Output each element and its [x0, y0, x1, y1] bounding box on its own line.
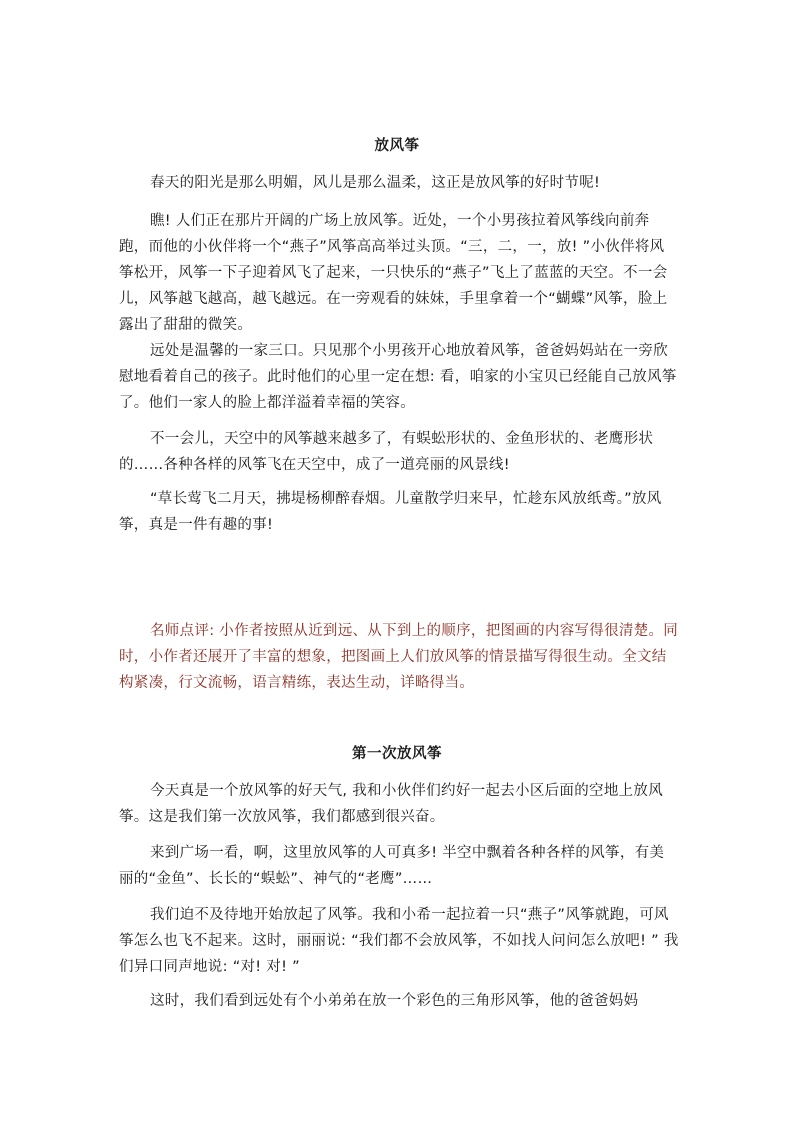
essay1-title: 放风筝 [374, 138, 420, 154]
essay1-paragraph-2: 瞧! 人们正在那片开阔的广场上放风筝。近处，一个小男孩拉着风筝线向前奔跑，而他的小伙伴将一个“燕子”风筝高高举过头顶。“三，二，一，放! ”小伙伴将风筝松开，风筝一下子迎着风飞了起来，一只快乐的“燕子”飞上了蓝蓝的天空。不一会儿，风筝越飞越高，越飞越远。在一旁观看的妹妹，手里拿着一个“蝴蝶”风筝，脸上露出了甜甜的微笑。 [119, 213, 668, 333]
essay2-paragraph-2: 来到广场一看，啊，这里放风筝的人可真多! 半空中飘着各种各样的风筝，有美丽的“金鱼”、长长的“蜈蚣”、神气的“老鹰”…… [119, 845, 665, 887]
essay1-paragraph-4: 不一会儿，天空中的风筝越来越多了，有蜈蚣形状的、金鱼形状的、老鹰形状的……各种各样的风筝飞在天空中，成了一道亮丽的风景线! [119, 431, 654, 473]
essay1-paragraph-3: 远处是温馨的一家三口。只见那个小男孩开心地放着风筝，爸爸妈妈站在一旁欣慰地看着自己的孩子。此时他们的心里一定在想: 看，咱家的小宝贝已经能自己放风筝了。他们一家人的脸上都洋溢着幸福的笑容。 [119, 343, 677, 411]
essay2-title: 第一次放风筝 [352, 746, 442, 762]
essay2-paragraph-1: 今天真是一个放风筝的好天气, 我和小伙伴们约好一起去小区后面的空地上放风筝。这是我们第一次放风筝，我们都感到很兴奋。 [119, 783, 664, 825]
essay1-paragraph-5: “草长莺飞二月天，拂堤杨柳醉春烟。儿童散学归来早，忙趁东风放纸鸢。”放风筝，真是一件有趣的事! [119, 491, 662, 533]
essay2-paragraph-3: 我们迫不及待地开始放起了风筝。我和小希一起拉着一只“燕子”风筝就跑，可风筝怎么也飞不起来。这时，丽丽说: “我们都不会放风筝，不如找人问问怎么放吧! ” 我们异口同声地说: “对! 对! ” [119, 907, 679, 975]
essay1-paragraph-1: 春天的阳光是那么明媚，风儿是那么温柔，这正是放风筝的好时节呢! [150, 175, 601, 191]
teacher-comment: 名师点评: 小作者按照从近到远、从下到上的顺序，把图画的内容写得很清楚。同时，小作者还展开了丰富的想象，把图画上人们放风筝的情景描写得很生动。全文结构紧凑，行文流畅，语言精练，表达生动，详略得当。 [119, 623, 679, 691]
essay2-paragraph-4: 这时，我们看到远处有个小弟弟在放一个彩色的三角形风筝，他的爸爸妈妈 [150, 993, 639, 1009]
